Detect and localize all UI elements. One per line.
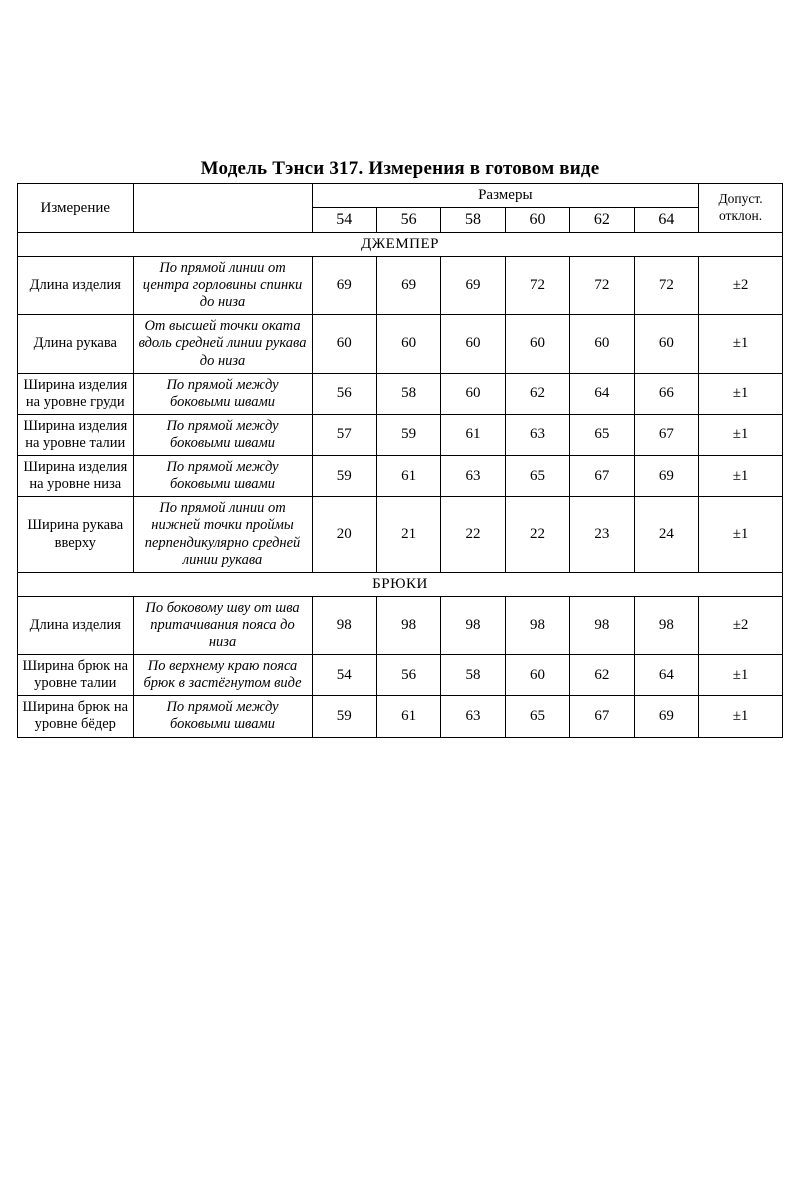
row-value: 56 (312, 373, 376, 414)
header-deviation (699, 184, 783, 233)
row-value: 24 (634, 497, 699, 572)
row-value: 20 (312, 497, 376, 572)
row-value: 67 (634, 414, 699, 455)
row-value: 21 (376, 497, 440, 572)
row-value: 63 (441, 696, 505, 737)
row-value: 62 (505, 373, 569, 414)
table-row (18, 414, 783, 455)
row-value: 67 (570, 696, 634, 737)
row-value: 59 (312, 456, 376, 497)
row-deviation: ±1 (699, 696, 783, 737)
row-value: 61 (376, 456, 440, 497)
row-description: По прямой линии от нижней точки проймы перпендикулярно средней линии рукава (133, 497, 312, 572)
row-value: 59 (312, 696, 376, 737)
row-deviation: ±1 (699, 497, 783, 572)
section-title-jumper: ДЖЕМПЕР (18, 233, 783, 257)
row-value: 98 (312, 596, 376, 654)
row-name: Ширина изделия на уровне низа (18, 456, 134, 497)
row-deviation: ±1 (699, 315, 783, 373)
row-description: По прямой между боковыми швами (133, 373, 312, 414)
table-body (18, 233, 783, 738)
row-value: 98 (570, 596, 634, 654)
row-value: 60 (634, 315, 699, 373)
row-value: 69 (376, 257, 440, 315)
row-value: 62 (570, 655, 634, 696)
row-description: По прямой между боковыми швами (133, 696, 312, 737)
header-size-62: 62 (570, 208, 634, 233)
row-deviation: ±1 (699, 414, 783, 455)
row-value: 65 (570, 414, 634, 455)
header-description (133, 184, 312, 233)
row-value: 66 (634, 373, 699, 414)
table-row (18, 596, 783, 654)
header-size-58: 58 (441, 208, 505, 233)
header-sizes-group: Размеры (312, 184, 699, 208)
row-name: Ширина рукава вверху (18, 497, 134, 572)
row-value: 58 (376, 373, 440, 414)
header-size-60: 60 (505, 208, 569, 233)
header-deviation-line1: Допуст. (718, 191, 763, 207)
row-value: 98 (505, 596, 569, 654)
row-description: От высшей точки оката вдоль средней линии рукава до низа (133, 315, 312, 373)
table-row (18, 696, 783, 737)
row-value: 60 (441, 315, 505, 373)
row-value: 61 (376, 696, 440, 737)
row-value: 60 (505, 315, 569, 373)
header-size-54: 54 (312, 208, 376, 233)
row-deviation: ±2 (699, 596, 783, 654)
table-row (18, 497, 783, 572)
table-row (18, 257, 783, 315)
row-name: Длина изделия (18, 596, 134, 654)
row-value: 63 (441, 456, 505, 497)
table-row (18, 373, 783, 414)
row-value: 59 (376, 414, 440, 455)
table-row (18, 315, 783, 373)
row-value: 72 (634, 257, 699, 315)
table-row (18, 655, 783, 696)
row-value: 60 (312, 315, 376, 373)
header-size-56: 56 (376, 208, 440, 233)
row-name: Ширина изделия на уровне талии (18, 414, 134, 455)
row-value: 98 (634, 596, 699, 654)
header-size-64: 64 (634, 208, 699, 233)
header-row-top (18, 184, 783, 208)
row-description: По верхнему краю пояса брюк в застёгнутом виде (133, 655, 312, 696)
row-value: 65 (505, 696, 569, 737)
row-value: 60 (505, 655, 569, 696)
row-deviation: ±2 (699, 257, 783, 315)
row-value: 60 (376, 315, 440, 373)
row-description: По боковому шву от шва притачивания пояса до низа (133, 596, 312, 654)
row-description: По прямой между боковыми швами (133, 414, 312, 455)
row-value: 72 (505, 257, 569, 315)
row-value: 23 (570, 497, 634, 572)
row-value: 54 (312, 655, 376, 696)
row-deviation: ±1 (699, 655, 783, 696)
measurements-table (17, 183, 783, 738)
row-name: Ширина брюк на уровне бёдер (18, 696, 134, 737)
row-name: Ширина брюк на уровне талии (18, 655, 134, 696)
header-measurement: Измерение (18, 184, 134, 233)
row-description: По прямой между боковыми швами (133, 456, 312, 497)
row-value: 57 (312, 414, 376, 455)
row-description: По прямой линии от центра горловины спинки до низа (133, 257, 312, 315)
header-deviation-line2: отклон. (718, 208, 763, 223)
row-value: 22 (505, 497, 569, 572)
row-deviation: ±1 (699, 373, 783, 414)
page-title: Модель Тэнси 317. Измерения в готовом виде (200, 158, 600, 179)
row-value: 69 (634, 696, 699, 737)
row-value: 98 (376, 596, 440, 654)
row-value: 64 (570, 373, 634, 414)
row-value: 69 (312, 257, 376, 315)
row-value: 64 (634, 655, 699, 696)
row-name: Ширина изделия на уровне груди (18, 373, 134, 414)
section-row (18, 572, 783, 596)
row-value: 72 (570, 257, 634, 315)
row-value: 22 (441, 497, 505, 572)
row-name: Длина изделия (18, 257, 134, 315)
row-value: 69 (634, 456, 699, 497)
table-row (18, 456, 783, 497)
section-row (18, 233, 783, 257)
row-value: 60 (570, 315, 634, 373)
row-value: 56 (376, 655, 440, 696)
row-deviation: ±1 (699, 456, 783, 497)
row-name: Длина рукава (18, 315, 134, 373)
row-value: 69 (441, 257, 505, 315)
row-value: 60 (441, 373, 505, 414)
row-value: 65 (505, 456, 569, 497)
row-value: 67 (570, 456, 634, 497)
row-value: 61 (441, 414, 505, 455)
section-title-trousers: БРЮКИ (18, 572, 783, 596)
row-value: 98 (441, 596, 505, 654)
row-value: 63 (505, 414, 569, 455)
table-header (18, 184, 783, 233)
row-value: 58 (441, 655, 505, 696)
